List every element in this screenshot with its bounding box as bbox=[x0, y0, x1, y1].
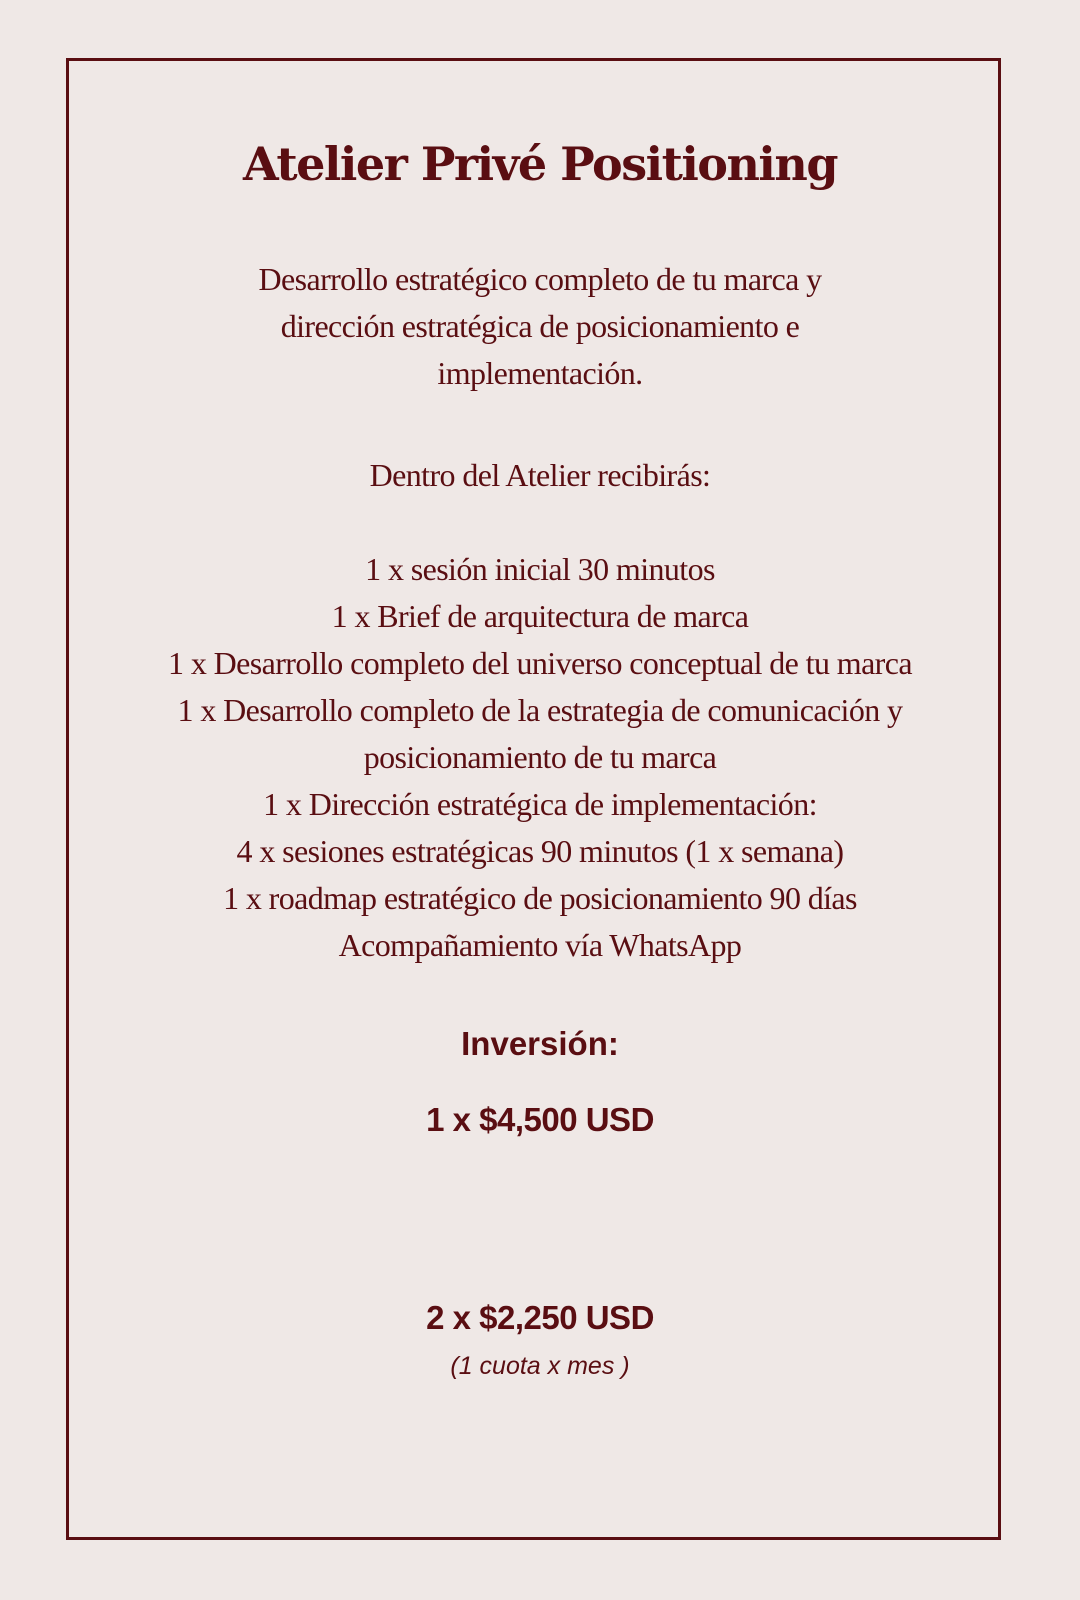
list-item: Acompañamiento vía WhatsApp bbox=[338, 927, 742, 963]
list-item: 1 x Brief de arquitectura de marca bbox=[331, 598, 749, 634]
list-item: 1 x Dirección estratégica de implementación: bbox=[263, 786, 817, 822]
includes-intro: Dentro del Atelier recibirás: bbox=[369, 457, 711, 493]
page-title: Atelier Privé Positioning bbox=[242, 137, 837, 191]
installment-note: (1 cuota x mes ) bbox=[450, 1352, 630, 1380]
description-line: Desarrollo estratégico completo de tu marca y bbox=[258, 261, 822, 297]
list-item: 1 x Desarrollo completo del universo conceptual de tu marca bbox=[168, 645, 912, 681]
investment-label: Inversión: bbox=[461, 1025, 619, 1062]
list-item: 1 x roadmap estratégico de posicionamiento 90 días bbox=[223, 880, 857, 916]
price-option-single: 1 x $4,500 USD bbox=[426, 1101, 654, 1138]
list-item: 4 x sesiones estratégicas 90 minutos (1 x semana) bbox=[236, 833, 844, 869]
description bbox=[0, 256, 1080, 397]
description-line: dirección estratégica de posicionamiento e bbox=[280, 308, 800, 344]
description-line: implementación. bbox=[437, 355, 643, 391]
list-item: posicionamiento de tu marca bbox=[363, 739, 717, 775]
price-option-installments: 2 x $2,250 USD bbox=[426, 1299, 654, 1336]
list-item: 1 x sesión inicial 30 minutos bbox=[365, 551, 715, 587]
list-item: 1 x Desarrollo completo de la estrategia de comunicación y bbox=[177, 692, 903, 728]
includes-list bbox=[0, 546, 1080, 969]
